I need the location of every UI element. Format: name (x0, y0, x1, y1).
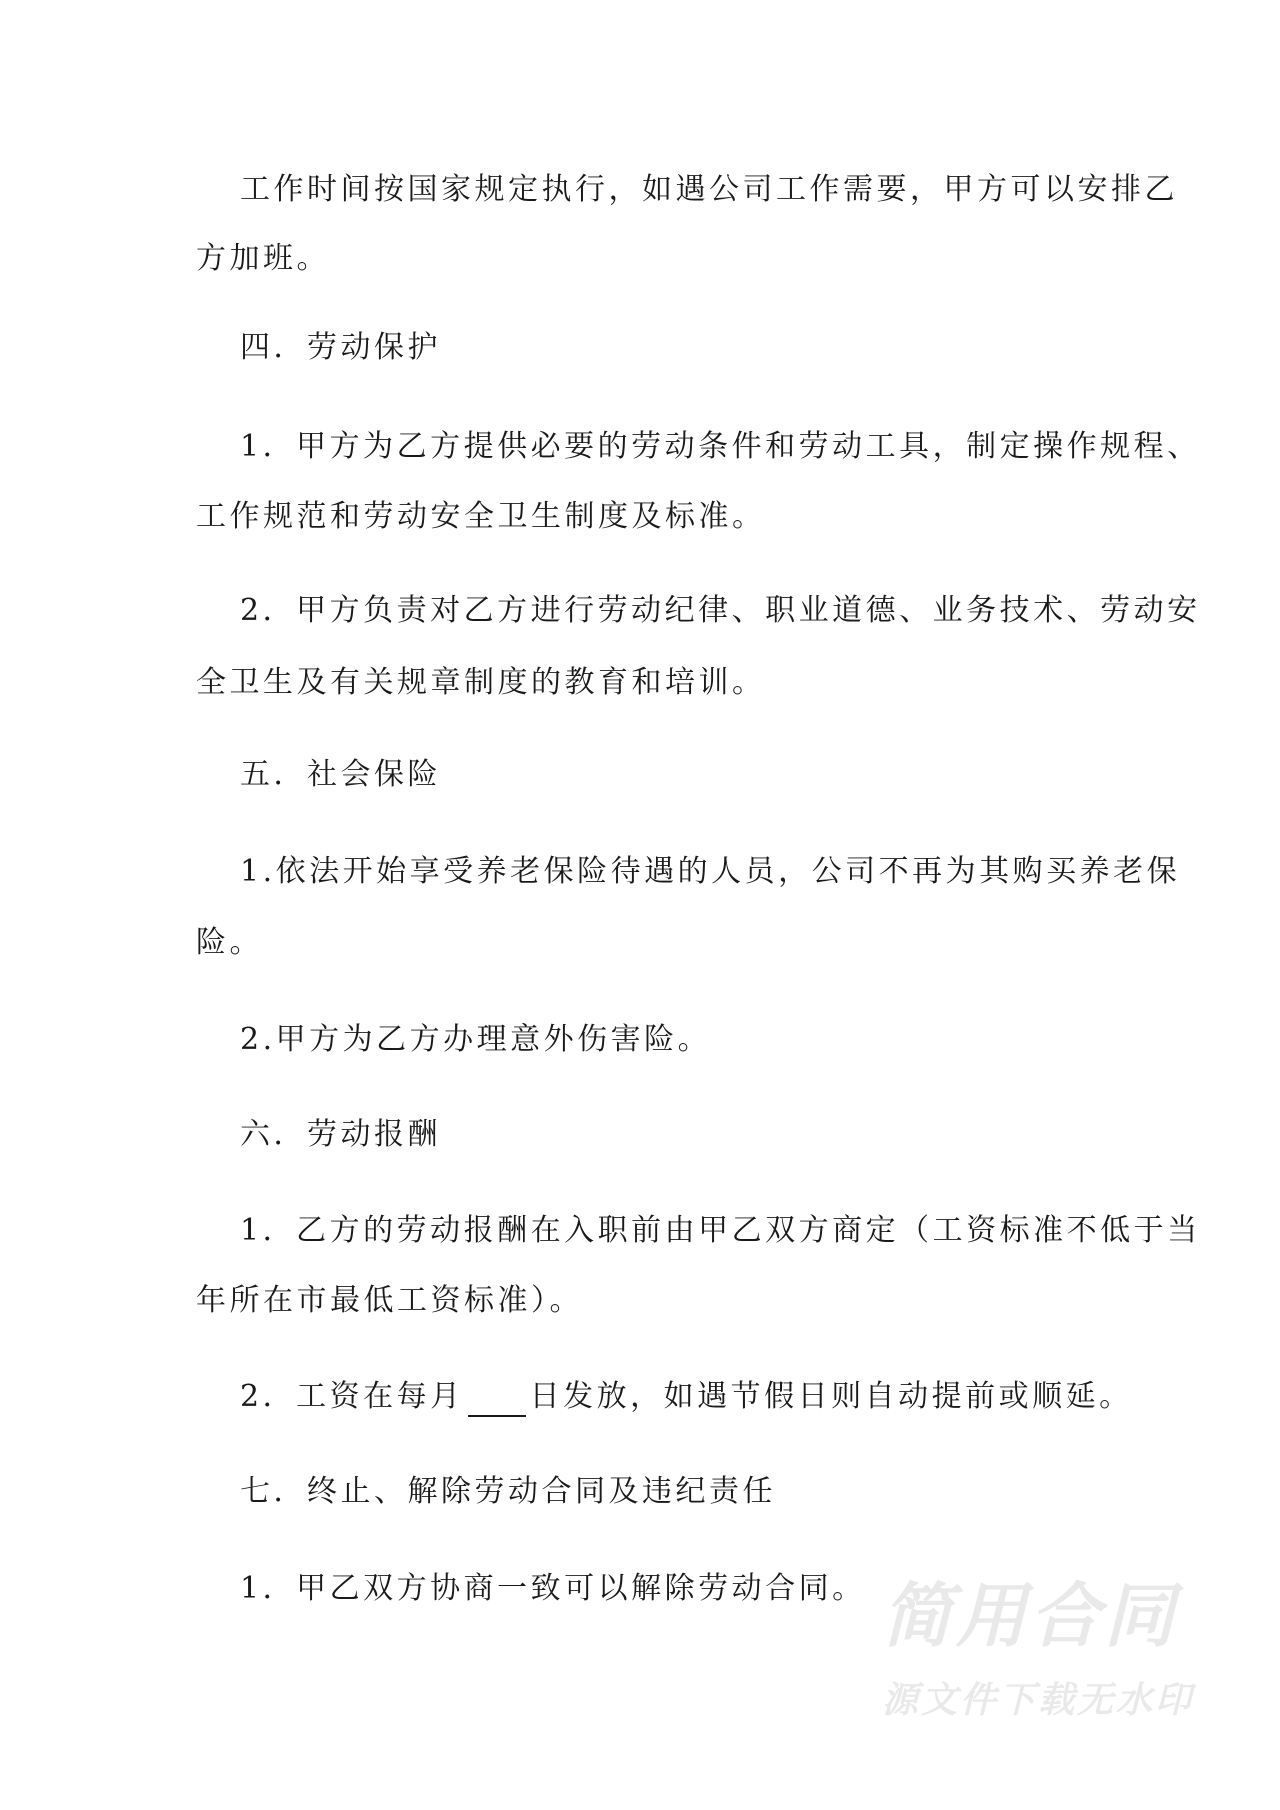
clause-6-1-line-1: 1．乙方的劳动报酬在入职前由甲乙双方商定（工资标准不低于当 (240, 1213, 1201, 1248)
clause-4-1-line-2: 工作规范和劳动安全卫生制度及标准。 (196, 499, 766, 534)
paragraph-work-hours-line-2: 方加班。 (196, 241, 330, 276)
paragraph-work-hours-line-1: 工作时间按国家规定执行，如遇公司工作需要，甲方可以安排乙 (240, 172, 1178, 207)
clause-5-1-line-2: 险。 (196, 925, 263, 960)
watermark-title: 简用合同 (882, 1575, 1178, 1657)
section-heading-labor-protection: 四．劳动保护 (240, 330, 441, 365)
clause-5-2: 2.甲方为乙方办理意外伤害险。 (240, 1022, 712, 1057)
clause-7-1: 1．甲乙双方协商一致可以解除劳动合同。 (240, 1571, 866, 1606)
clause-6-2-prefix: 2．工资在每月 (240, 1379, 464, 1414)
clause-6-1-line-2: 年所在市最低工资标准）。 (196, 1283, 583, 1318)
section-heading-remuneration: 六．劳动报酬 (240, 1117, 441, 1152)
clause-5-1-line-1: 1.依法开始享受养老保险待遇的人员，公司不再为其购买养老保 (240, 854, 1181, 889)
section-heading-social-insurance: 五．社会保险 (240, 757, 441, 792)
section-heading-termination: 七．终止、解除劳动合同及违纪责任 (240, 1474, 776, 1509)
clause-4-2-line-2: 全卫生及有关规章制度的教育和培训。 (196, 665, 766, 700)
clause-4-1-line-1: 1．甲方为乙方提供必要的劳动条件和劳动工具，制定操作规程、 (240, 429, 1201, 464)
clause-4-2-line-1: 2．甲方负责对乙方进行劳动纪律、职业道德、业务技术、劳动安 (240, 593, 1201, 628)
clause-6-2 (240, 1377, 1133, 1417)
watermark-subtitle: 源文件下载无水印 (882, 1680, 1195, 1721)
clause-6-2-suffix: 日发放，如遇节假日则自动提前或顺延。 (529, 1379, 1133, 1414)
payday-blank-field[interactable] (468, 1387, 526, 1417)
